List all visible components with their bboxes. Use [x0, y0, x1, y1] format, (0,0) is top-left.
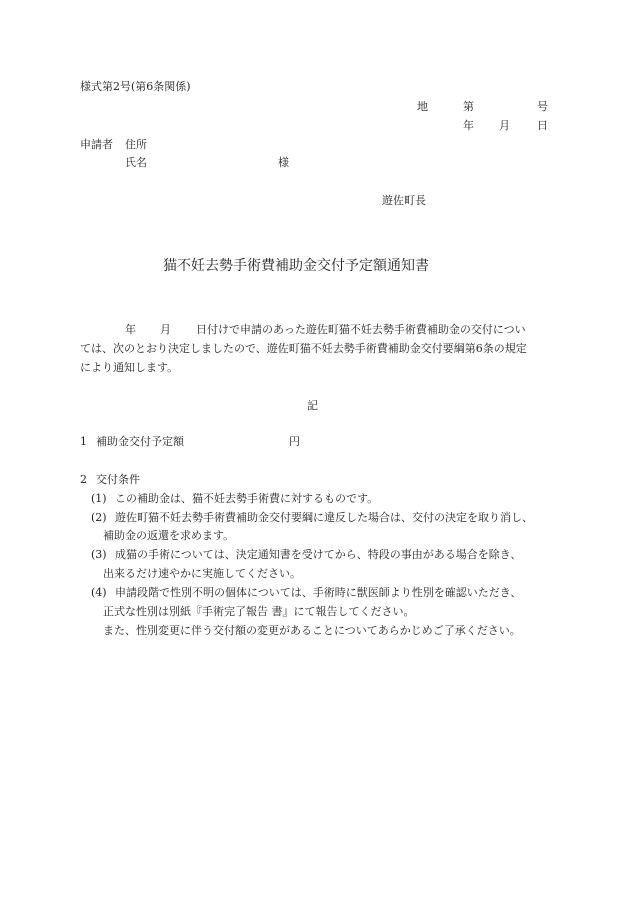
ki-heading: 記 [307, 399, 318, 412]
condition-line: 補助金の返還を求めます。 [103, 529, 235, 542]
condition-line: 正式な性別は別紙『手術完了報告 書』にて報告してください。 [103, 605, 415, 618]
body-line-1: 日付けで申請のあった遊佐町猫不妊去勢手術費補助金の交付につい [196, 323, 526, 336]
body-year: 年 [125, 323, 136, 336]
doc-number-suffix: 号 [537, 100, 548, 113]
condition-number: (3) [91, 548, 107, 561]
item1-label: 補助金交付予定額 [96, 435, 184, 448]
condition-line: 出来るだけ速やかに実施してください。 [103, 567, 301, 580]
condition-number: (4) [91, 586, 107, 599]
body-line-3: により通知します。 [80, 361, 179, 374]
condition-line: 成猫の手術については、決定通知書を受けてから、特段の事由がある場合を除き、 [115, 548, 522, 561]
item1-number: 1 [80, 435, 87, 448]
condition-line: また、性別変更に伴う交付額の変更があることについてあらかじめご了承ください。 [103, 624, 521, 637]
doc-number-dai: 第 [463, 100, 474, 113]
form-number: 様式第2号(第6条関係) [80, 80, 191, 93]
date-day: 日 [537, 119, 548, 132]
body-line-2: ては、次のとおり決定しましたので、遊佐町猫不妊去勢手術費補助金交付要綱第6条の規定 [80, 342, 527, 355]
condition-number: (1) [91, 492, 107, 505]
name-label: 氏名 [125, 156, 147, 169]
condition-line: 申請段階で性別不明の個体については、手術時に獣医師より性別を確認いただき、 [115, 586, 522, 599]
item1-unit: 円 [289, 435, 300, 448]
body-month: 月 [160, 323, 171, 336]
issuer: 遊佐町長 [382, 194, 426, 207]
doc-number-prefix: 地 [417, 100, 428, 113]
condition-number: (2) [91, 511, 107, 524]
condition-line: この補助金は、猫不妊去勢手術費に対するものです。 [115, 492, 379, 505]
honorific: 様 [278, 156, 289, 169]
document-title: 猫不妊去勢手術費補助金交付予定額通知書 [163, 258, 429, 274]
address-label: 住所 [125, 138, 147, 151]
item2-label: 交付条件 [96, 473, 140, 486]
applicant-label: 申請者 [80, 138, 113, 151]
date-month: 月 [499, 119, 510, 132]
date-year: 年 [463, 119, 474, 132]
condition-line: 遊佐町猫不妊去勢手術費補助金交付要綱に違反した場合は、交付の決定を取り消し、 [115, 511, 533, 524]
item2-number: 2 [80, 473, 87, 486]
